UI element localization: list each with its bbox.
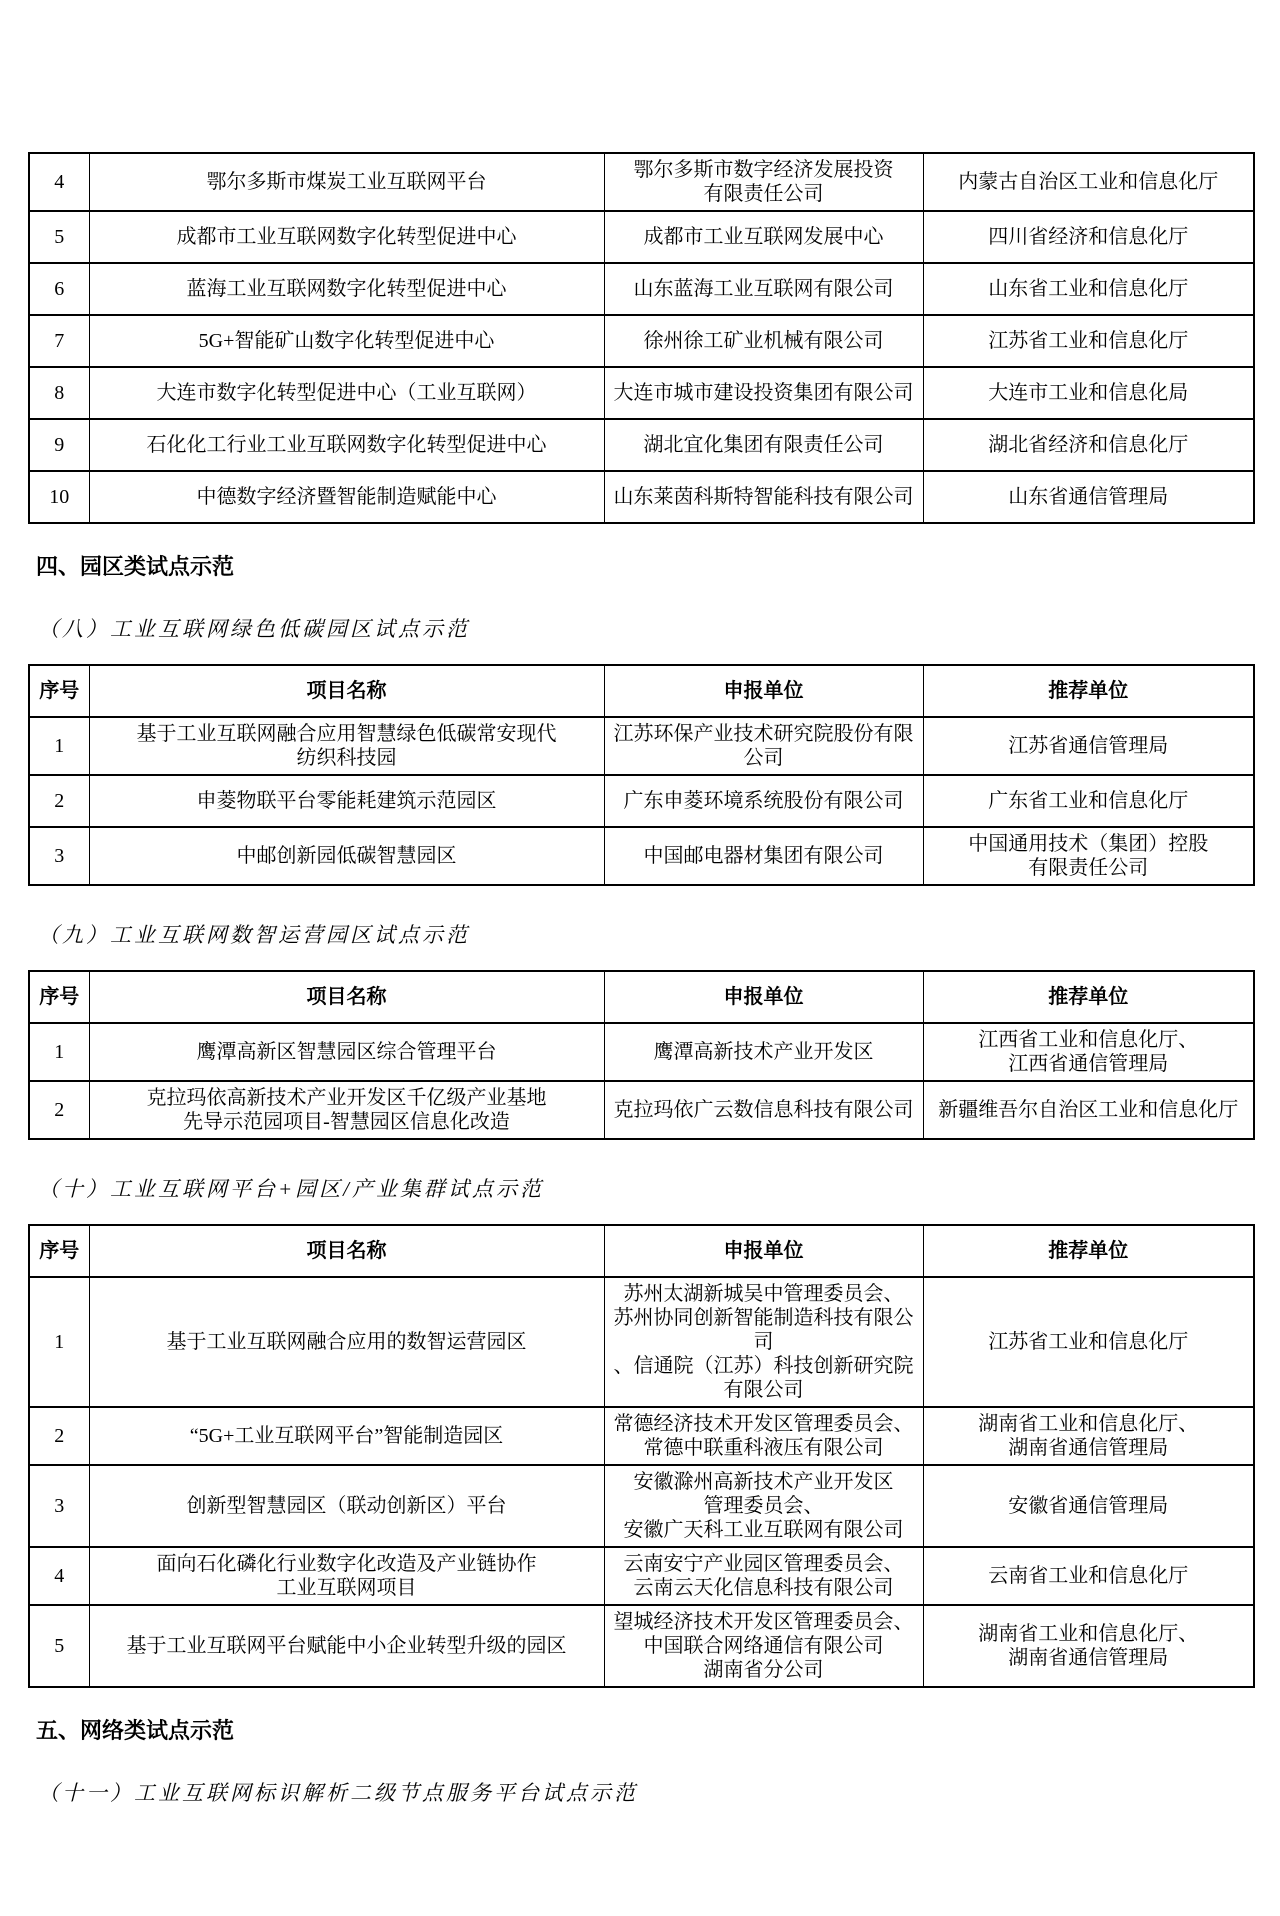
cell-applicant-unit: 常德经济技术开发区管理委员会、 常德中联重科液压有限公司 (604, 1407, 923, 1465)
cell-serial-number: 2 (29, 1081, 89, 1139)
cell-serial-number: 2 (29, 1407, 89, 1465)
cell-project-name: 创新型智慧园区（联动创新区）平台 (89, 1465, 604, 1547)
column-header: 申报单位 (604, 665, 923, 717)
table-smart-operation-parks (28, 970, 1255, 1140)
cell-applicant-unit: 中国邮电器材集团有限公司 (604, 827, 923, 885)
cell-recommending-unit: 山东省通信管理局 (923, 471, 1254, 523)
table-row (29, 367, 1254, 419)
table-row (29, 1407, 1254, 1465)
sub-heading-11-identifier-resolution-nodes: （十一）工业互联网标识解析二级节点服务平台试点示范 (38, 1781, 638, 1805)
cell-recommending-unit: 江西省工业和信息化厅、 江西省通信管理局 (923, 1023, 1254, 1081)
cell-serial-number: 3 (29, 1465, 89, 1547)
cell-applicant-unit: 安徽滁州高新技术产业开发区 管理委员会、 安徽广天科工业互联网有限公司 (604, 1465, 923, 1547)
cell-serial-number: 10 (29, 471, 89, 523)
cell-project-name: 鹰潭高新区智慧园区综合管理平台 (89, 1023, 604, 1081)
cell-serial-number: 6 (29, 263, 89, 315)
cell-serial-number: 5 (29, 1605, 89, 1687)
cell-recommending-unit: 江苏省工业和信息化厅 (923, 1277, 1254, 1407)
table-row (29, 717, 1254, 775)
section-heading-5-network-pilots: 五、网络类试点示范 (36, 1718, 235, 1743)
table-row (29, 1465, 1254, 1547)
cell-recommending-unit: 湖南省工业和信息化厅、 湖南省通信管理局 (923, 1407, 1254, 1465)
table-row (29, 315, 1254, 367)
cell-project-name: 大连市数字化转型促进中心（工业互联网） (89, 367, 604, 419)
cell-applicant-unit: 山东莱茵科斯特智能科技有限公司 (604, 471, 923, 523)
cell-project-name: “5G+工业互联网平台”智能制造园区 (89, 1407, 604, 1465)
table-header-row (29, 971, 1254, 1023)
table-header-row (29, 1225, 1254, 1277)
cell-project-name: 基于工业互联网融合应用智慧绿色低碳常安现代 纺织科技园 (89, 717, 604, 775)
table-platform-plus-parks-clusters (28, 1224, 1255, 1688)
column-header: 序号 (29, 971, 89, 1023)
cell-project-name: 克拉玛依高新技术产业开发区千亿级产业基地 先导示范园项目-智慧园区信息化改造 (89, 1081, 604, 1139)
table-row (29, 419, 1254, 471)
table-row (29, 1277, 1254, 1407)
page-bottom-margin (28, 1806, 1253, 1916)
table-header-row (29, 665, 1254, 717)
column-header: 申报单位 (604, 1225, 923, 1277)
cell-serial-number: 4 (29, 1547, 89, 1605)
table-row (29, 1547, 1254, 1605)
cell-recommending-unit: 江苏省工业和信息化厅 (923, 315, 1254, 367)
cell-project-name: 石化化工行业工业互联网数字化转型促进中心 (89, 419, 604, 471)
cell-serial-number: 8 (29, 367, 89, 419)
cell-recommending-unit: 安徽省通信管理局 (923, 1465, 1254, 1547)
cell-project-name: 基于工业互联网融合应用的数智运营园区 (89, 1277, 604, 1407)
cell-recommending-unit: 大连市工业和信息化局 (923, 367, 1254, 419)
cell-applicant-unit: 鹰潭高新技术产业开发区 (604, 1023, 923, 1081)
cell-recommending-unit: 江苏省通信管理局 (923, 717, 1254, 775)
cell-recommending-unit: 湖北省经济和信息化厅 (923, 419, 1254, 471)
cell-serial-number: 3 (29, 827, 89, 885)
table-section-platform-plus-parks (28, 1224, 1253, 1688)
table-section-green-low-carbon (28, 664, 1253, 886)
cell-serial-number: 1 (29, 1277, 89, 1407)
sub-heading-9-smart-operation-parks: （九）工业互联网数智运营园区试点示范 (38, 923, 470, 947)
table-row (29, 153, 1254, 211)
cell-applicant-unit: 鄂尔多斯市数字经济发展投资 有限责任公司 (604, 153, 923, 211)
cell-project-name: 成都市工业互联网数字化转型促进中心 (89, 211, 604, 263)
table-row (29, 827, 1254, 885)
cell-applicant-unit: 大连市城市建设投资集团有限公司 (604, 367, 923, 419)
cell-serial-number: 7 (29, 315, 89, 367)
table-row (29, 1081, 1254, 1139)
cell-applicant-unit: 苏州太湖新城吴中管理委员会、 苏州协同创新智能制造科技有限公司 、信通院（江苏）科技创新研究院 有限公司 (604, 1277, 923, 1407)
cell-applicant-unit: 克拉玛依广云数信息科技有限公司 (604, 1081, 923, 1139)
column-header: 推荐单位 (923, 971, 1254, 1023)
cell-recommending-unit: 新疆维吾尔自治区工业和信息化厅 (923, 1081, 1254, 1139)
table-green-low-carbon-parks (28, 664, 1255, 886)
cell-serial-number: 9 (29, 419, 89, 471)
section-heading-4-park-pilots: 四、园区类试点示范 (36, 554, 235, 579)
cell-applicant-unit: 徐州徐工矿业机械有限公司 (604, 315, 923, 367)
cell-applicant-unit: 湖北宜化集团有限责任公司 (604, 419, 923, 471)
column-header: 序号 (29, 665, 89, 717)
column-header: 项目名称 (89, 1225, 604, 1277)
cell-project-name: 蓝海工业互联网数字化转型促进中心 (89, 263, 604, 315)
table-row (29, 775, 1254, 827)
cell-applicant-unit: 广东申菱环境系统股份有限公司 (604, 775, 923, 827)
column-header: 申报单位 (604, 971, 923, 1023)
table-section-smart-operation (28, 970, 1253, 1140)
cell-serial-number: 1 (29, 1023, 89, 1081)
cell-recommending-unit: 广东省工业和信息化厅 (923, 775, 1254, 827)
cell-serial-number: 4 (29, 153, 89, 211)
table-digital-transformation-centers-continued (28, 152, 1255, 524)
cell-project-name: 5G+智能矿山数字化转型促进中心 (89, 315, 604, 367)
cell-recommending-unit: 四川省经济和信息化厅 (923, 211, 1254, 263)
cell-recommending-unit: 内蒙古自治区工业和信息化厅 (923, 153, 1254, 211)
column-header: 推荐单位 (923, 665, 1254, 717)
table-row (29, 1023, 1254, 1081)
cell-recommending-unit: 云南省工业和信息化厅 (923, 1547, 1254, 1605)
table-section-digital-transformation-centers (28, 152, 1253, 524)
cell-serial-number: 2 (29, 775, 89, 827)
table-row (29, 1605, 1254, 1687)
sub-heading-8-green-low-carbon-parks: （八）工业互联网绿色低碳园区试点示范 (38, 617, 470, 641)
cell-serial-number: 1 (29, 717, 89, 775)
cell-applicant-unit: 成都市工业互联网发展中心 (604, 211, 923, 263)
cell-recommending-unit: 中国通用技术（集团）控股 有限责任公司 (923, 827, 1254, 885)
cell-project-name: 面向石化磷化行业数字化改造及产业链协作 工业互联网项目 (89, 1547, 604, 1605)
cell-project-name: 鄂尔多斯市煤炭工业互联网平台 (89, 153, 604, 211)
table-row (29, 471, 1254, 523)
cell-serial-number: 5 (29, 211, 89, 263)
cell-recommending-unit: 湖南省工业和信息化厅、 湖南省通信管理局 (923, 1605, 1254, 1687)
cell-recommending-unit: 山东省工业和信息化厅 (923, 263, 1254, 315)
table-row (29, 211, 1254, 263)
cell-project-name: 申菱物联平台零能耗建筑示范园区 (89, 775, 604, 827)
cell-applicant-unit: 望城经济技术开发区管理委员会、 中国联合网络通信有限公司 湖南省分公司 (604, 1605, 923, 1687)
column-header: 项目名称 (89, 665, 604, 717)
column-header: 序号 (29, 1225, 89, 1277)
column-header: 推荐单位 (923, 1225, 1254, 1277)
sub-heading-10-platform-plus-parks: （十）工业互联网平台+园区/产业集群试点示范 (38, 1177, 545, 1201)
cell-project-name: 基于工业互联网平台赋能中小企业转型升级的园区 (89, 1605, 604, 1687)
cell-project-name: 中德数字经济暨智能制造赋能中心 (89, 471, 604, 523)
table-row (29, 263, 1254, 315)
cell-applicant-unit: 云南安宁产业园区管理委员会、 云南云天化信息科技有限公司 (604, 1547, 923, 1605)
column-header: 项目名称 (89, 971, 604, 1023)
cell-project-name: 中邮创新园低碳智慧园区 (89, 827, 604, 885)
cell-applicant-unit: 江苏环保产业技术研究院股份有限公司 (604, 717, 923, 775)
cell-applicant-unit: 山东蓝海工业互联网有限公司 (604, 263, 923, 315)
